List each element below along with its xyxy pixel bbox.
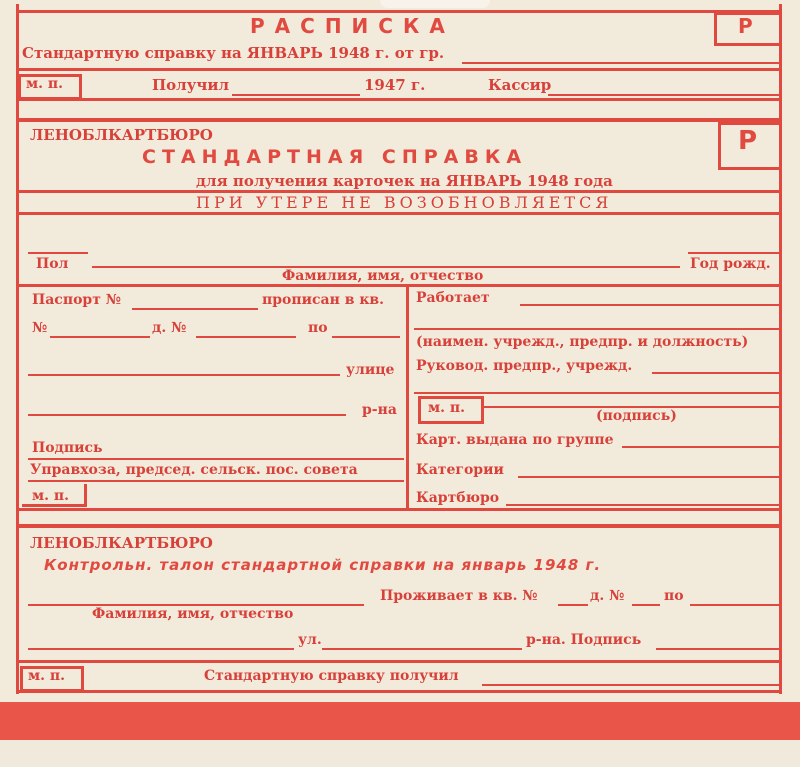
card-group-line	[622, 446, 780, 448]
right-border	[779, 4, 782, 694]
stub-by-line	[690, 604, 780, 606]
stub-street-label: ул.	[298, 632, 322, 648]
receipt-mid-line	[16, 68, 782, 71]
stub-fio-label: Фамилия, имя, отчество	[92, 606, 294, 622]
card-bureau-line	[506, 504, 780, 506]
stub-stamp-label: м. п.	[28, 668, 66, 684]
stub-received-line	[482, 684, 780, 686]
stub-house-label: д. №	[590, 588, 625, 604]
housing-line	[28, 480, 404, 482]
bottom-red-band	[0, 702, 800, 740]
birth-year-label: Год рожд.	[690, 256, 771, 272]
house-line	[196, 336, 296, 338]
sex-top-line	[28, 252, 88, 254]
receipt-year: 1947 г.	[364, 76, 426, 94]
house-label: д. №	[152, 320, 187, 336]
district-label: р-на	[362, 402, 397, 418]
stub-bureau: ЛЕНОБЛКАРТБЮРО	[30, 534, 213, 552]
street-line	[28, 374, 340, 376]
by-line	[332, 336, 400, 338]
stub-district-label: р-на. Подпись	[526, 632, 642, 648]
bottom-paper-edge	[0, 740, 800, 767]
torn-edge	[380, 0, 490, 8]
passport-label: Паспорт №	[32, 292, 121, 308]
birth-top-line	[688, 252, 780, 254]
left-border	[16, 4, 19, 694]
warning-bottom-line	[16, 212, 782, 215]
stub-address-line	[28, 648, 294, 650]
stub-cut-line	[16, 524, 782, 528]
receipt-cashier-label: Кассир	[488, 76, 552, 94]
head-line-2	[414, 392, 780, 394]
receipt-stamp-label: м. п.	[26, 76, 64, 92]
signature-label: Подпись	[32, 440, 103, 456]
receipt-r-letter: Р	[738, 14, 756, 38]
certificate-warning: ПРИ УТЕРЕ НЕ ВОЗОБНОВЛЯЕТСЯ	[196, 193, 613, 212]
stub-house-line	[632, 604, 660, 606]
stub-received-label: Стандартную справку получил	[204, 668, 459, 684]
receipt-bottom-line	[16, 98, 782, 101]
certificate-title: СТАНДАРТНАЯ СПРАВКА	[142, 146, 528, 168]
receipt-top-line	[16, 10, 782, 13]
card-bureau-label: Картбюро	[416, 490, 500, 506]
works-line-2	[414, 328, 780, 330]
receipt-cashier-line	[548, 94, 780, 96]
registered-label: прописан в кв.	[262, 292, 385, 308]
receipt-received-label: Получил	[152, 76, 230, 94]
head-label: Руковод. предпр., учрежд.	[416, 358, 633, 374]
cut-line	[16, 118, 782, 122]
stub-street-line	[322, 648, 522, 650]
apt-num-line	[50, 336, 150, 338]
right-stamp-label: м. п.	[428, 400, 466, 416]
stub-title: Контрольн. талон стандартной справки на январь 1948 г.	[44, 556, 602, 574]
certificate-r-letter: Р	[738, 126, 761, 156]
stub-bottom-line	[16, 690, 782, 693]
stub-signature-line	[656, 648, 780, 650]
apt-num-label: №	[32, 320, 48, 336]
receipt-title: РАСПИСКА	[250, 14, 455, 38]
org-note: (наимен. учрежд., предпр. и должность)	[416, 334, 749, 350]
works-line	[520, 304, 780, 306]
fio-label: Фамилия, имя, отчество	[282, 268, 484, 284]
stub-mid-line	[16, 660, 782, 663]
center-divider	[406, 284, 409, 508]
signature-note: (подпись)	[596, 408, 677, 424]
card-group-label: Карт. выдана по группе	[416, 432, 614, 448]
certificate-bottom-line	[16, 508, 782, 511]
certificate-subtitle: для получения карточек на ЯНВАРЬ 1948 года	[196, 172, 613, 190]
works-label: Работает	[416, 290, 490, 306]
district-line	[28, 414, 346, 416]
stub-by-label: по	[664, 588, 684, 604]
stub-lives-label: Проживает в кв. №	[380, 588, 538, 604]
passport-line	[132, 308, 258, 310]
certificate-bureau: ЛЕНОБЛКАРТБЮРО	[30, 126, 213, 144]
receipt-name-line	[462, 62, 780, 64]
stamp-label: м. п.	[32, 488, 70, 504]
category-line	[518, 476, 780, 478]
stub-apt-line	[558, 604, 588, 606]
housing-label: Управхоза, председ. сельск. пос. совета	[30, 462, 358, 478]
category-label: Категории	[416, 462, 504, 478]
sex-label: Пол	[36, 256, 69, 272]
personal-divider	[16, 284, 782, 287]
head-line	[652, 372, 780, 374]
receipt-received-line	[232, 94, 360, 96]
street-label: улице	[346, 362, 395, 378]
receipt-line1: Стандартную справку на ЯНВАРЬ 1948 г. от гр.	[22, 44, 445, 62]
by-label: по	[308, 320, 328, 336]
signature-line	[28, 458, 404, 460]
